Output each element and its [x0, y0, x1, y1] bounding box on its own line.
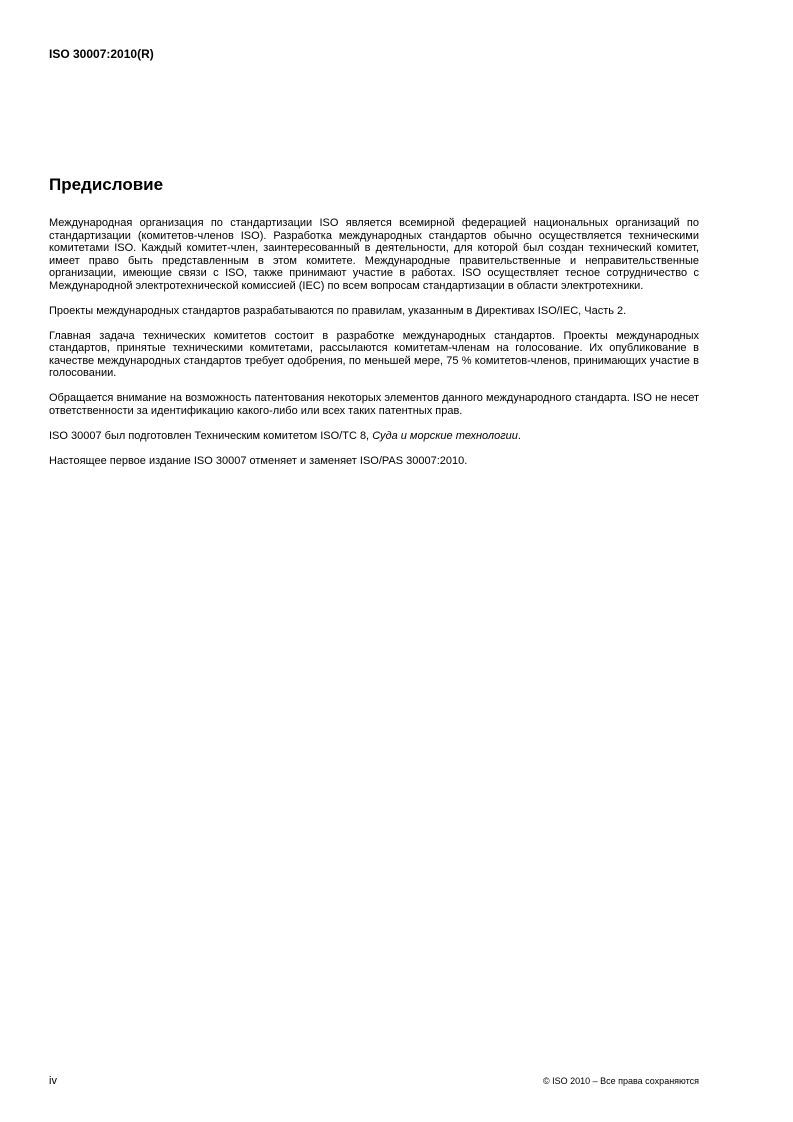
paragraph-committees-task: Главная задача технических комитетов состоит в разработке международных стандартов. Проекты международных стандартов, принятые техническими комитетами, рассылаются комитетам-членам на голосование. Их опубликование в качестве международных стандартов требует одобрения, по меньшей мере, 75 % комитетов-членов, принимающих участие в голосовании. — [49, 329, 699, 379]
paragraph-prepared-by — [49, 430, 699, 443]
prepared-by-end: . — [517, 429, 521, 442]
copyright-notice: © ISO 2010 – Все права сохраняются — [542, 1076, 699, 1086]
paragraph-patents: Обращается внимание на возможность патентования некоторых элементов данного международного стандарта. ISO не несет ответственности за идентификацию какого-либо или всех таких патентных прав. — [49, 392, 699, 417]
page-title: Предисловие — [49, 175, 164, 194]
paragraph-edition: Настоящее первое издание ISO 30007 отменяет и заменяет ISO/PAS 30007:2010. — [49, 454, 468, 467]
committee-name: Суда и морские технологии — [372, 429, 518, 442]
prepared-by-text: ISO 30007 был подготовлен Техническим комитетом ISO/TC 8, — [49, 429, 373, 442]
paragraph-directives: Проекты международных стандартов разрабатываются по правилам, указанным в Директивах ISO/IEC, Часть 2. — [49, 304, 627, 317]
foreword-body — [49, 217, 699, 480]
document-code: ISO 30007:2010(R) — [49, 47, 154, 61]
page-number: iv — [49, 1075, 57, 1087]
paragraph-iso-federation: Международная организация по стандартизации ISO является всемирной федерацией национальных организаций по стандартизации (комитетов-членов ISO). Разработка международных стандартов обычно осуществляется техническими комитетами ISO. Каждый комитет-член, заинтересованный в деятельности, для которой был создан технический комитет, имеет право быть представленным в этом комитете. Международные правительственные и неправительственные организации, имеющие связи с ISO, также принимают участие в работах. ISO осуществляет тесное сотрудничество с Международной электротехнической комиссией (IEC) по всем вопросам стандартизации в области электротехники. — [49, 217, 699, 292]
